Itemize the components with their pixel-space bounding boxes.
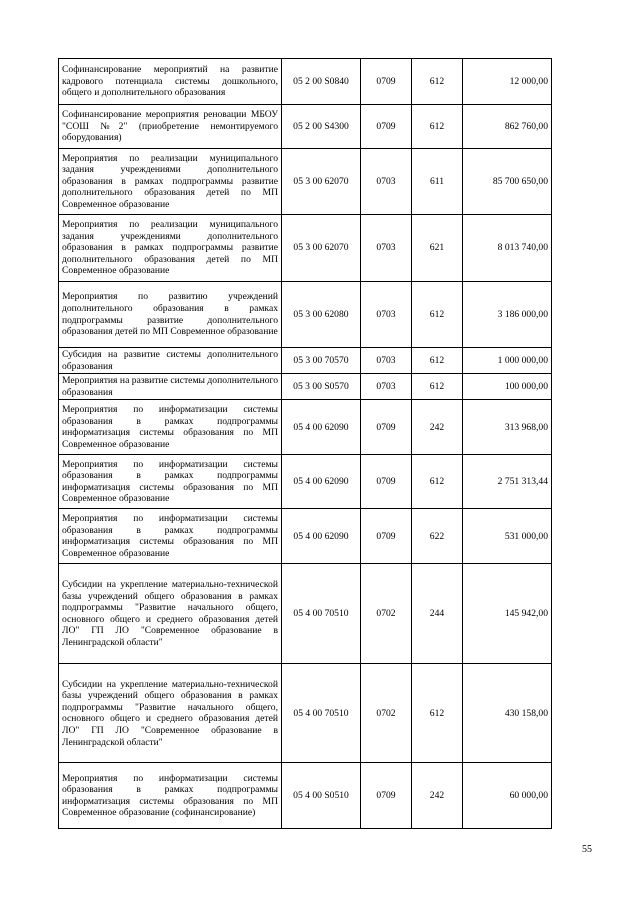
row-code: 05 3 00 62080: [282, 282, 361, 348]
table-row: [59, 215, 552, 282]
row-type: 621: [412, 215, 463, 282]
row-amount: 862 760,00: [463, 105, 552, 149]
row-type: 244: [412, 564, 463, 664]
row-amount: 12 000,00: [463, 59, 552, 105]
row-amount: 60 000,00: [463, 763, 552, 829]
row-section: 0703: [361, 282, 412, 348]
page-number: 55: [582, 844, 592, 855]
row-section: 0709: [361, 763, 412, 829]
row-amount: 8 013 740,00: [463, 215, 552, 282]
row-type: 612: [412, 374, 463, 400]
row-amount: 313 968,00: [463, 400, 552, 455]
table-row: [59, 59, 552, 105]
row-section: 0703: [361, 348, 412, 374]
row-name: Софинансирование мероприятия реновации МБОУ "СОШ №2" (приобретение немонтируемого оборудования): [59, 105, 282, 149]
table-row: [59, 564, 552, 664]
row-section: 0709: [361, 455, 412, 509]
row-name: Субсидии на укрепление материально-технической базы учреждений общего образования в рамках подпрограммы "Развитие начального общего, основного общего и среднего образования детей ЛО" ГП ЛО "Современное образование в Ленинградской области": [59, 664, 282, 763]
row-code: 05 2 00 S0840: [282, 59, 361, 105]
row-name: Софинансирование мероприятий на развитие кадрового потенциала системы дошкольного, общего и дополнительного образования: [59, 59, 282, 105]
table-row: [59, 664, 552, 763]
row-amount: 531 000,00: [463, 509, 552, 564]
table-row: [59, 455, 552, 509]
row-name: Мероприятия по информатизации системы образования в рамках подпрограммы информатизация системы образования по МП Современное образование (софинансирование): [59, 763, 282, 829]
table-row: [59, 105, 552, 149]
row-amount: 2 751 313,44: [463, 455, 552, 509]
table-row: [59, 282, 552, 348]
row-type: 612: [412, 664, 463, 763]
row-section: 0703: [361, 215, 412, 282]
row-code: 05 4 00 62090: [282, 455, 361, 509]
table-row: [59, 149, 552, 215]
row-section: 0709: [361, 59, 412, 105]
row-type: 612: [412, 348, 463, 374]
row-code: 05 3 00 62070: [282, 215, 361, 282]
table-row: [59, 400, 552, 455]
row-amount: 3 186 000,00: [463, 282, 552, 348]
row-type: 242: [412, 763, 463, 829]
row-section: 0709: [361, 105, 412, 149]
table-row: [59, 763, 552, 829]
row-code: 05 4 00 62090: [282, 400, 361, 455]
row-section: 0702: [361, 664, 412, 763]
row-type: 612: [412, 455, 463, 509]
row-section: 0709: [361, 509, 412, 564]
table-row: [59, 348, 552, 374]
row-amount: 145 942,00: [463, 564, 552, 664]
row-name: Мероприятия по информатизации системы образования в рамках подпрограммы информатизация системы образования по МП Современное образование: [59, 509, 282, 564]
row-code: 05 3 00 62070: [282, 149, 361, 215]
budget-table: [58, 58, 552, 829]
row-amount: 430 158,00: [463, 664, 552, 763]
table-row: [59, 509, 552, 564]
row-name: Мероприятия по информатизации системы образования в рамках подпрограммы информатизация системы образования по МП Современное образование: [59, 400, 282, 455]
row-type: 611: [412, 149, 463, 215]
row-type: 612: [412, 59, 463, 105]
row-type: 612: [412, 105, 463, 149]
row-code: 05 4 00 70510: [282, 664, 361, 763]
row-code: 05 4 00 70510: [282, 564, 361, 664]
row-name: Субсидия на развитие системы дополнительного образования: [59, 348, 282, 374]
row-name: Мероприятия на развитие системы дополнительного образования: [59, 374, 282, 400]
row-type: 612: [412, 282, 463, 348]
row-name: Мероприятия по реализации муниципального задания учреждениями дополнительного образования в рамках подпрограммы развитие дополнительного образования детей по МП Современное образование: [59, 215, 282, 282]
row-code: 05 2 00 S4300: [282, 105, 361, 149]
row-type: 622: [412, 509, 463, 564]
row-name: Субсидии на укрепление материально-технической базы учреждений общего образования в рамках подпрограммы "Развитие начального общего, основного общего и среднего образования детей ЛО" ГП ЛО "Современное образование в Ленинградской области": [59, 564, 282, 664]
row-type: 242: [412, 400, 463, 455]
row-section: 0702: [361, 564, 412, 664]
row-name: Мероприятия по развитию учреждений дополнительного образования в рамках подпрограммы развитие дополнительного образования детей по МП Современное образование: [59, 282, 282, 348]
row-code: 05 3 00 70570: [282, 348, 361, 374]
table-row: [59, 374, 552, 400]
row-amount: 1 000 000,00: [463, 348, 552, 374]
row-section: 0703: [361, 374, 412, 400]
row-amount: 85 700 650,00: [463, 149, 552, 215]
row-code: 05 4 00 S0510: [282, 763, 361, 829]
row-amount: 100 000,00: [463, 374, 552, 400]
row-code: 05 4 00 62090: [282, 509, 361, 564]
row-name: Мероприятия по реализации муниципального задания учреждениями дополнительного образования в рамках подпрограммы развитие дополнительного образования детей по МП Современное образование: [59, 149, 282, 215]
row-name: Мероприятия по информатизации системы образования в рамках подпрограммы информатизация системы образования по МП Современное образование: [59, 455, 282, 509]
row-code: 05 3 00 S0570: [282, 374, 361, 400]
row-section: 0703: [361, 149, 412, 215]
row-section: 0709: [361, 400, 412, 455]
